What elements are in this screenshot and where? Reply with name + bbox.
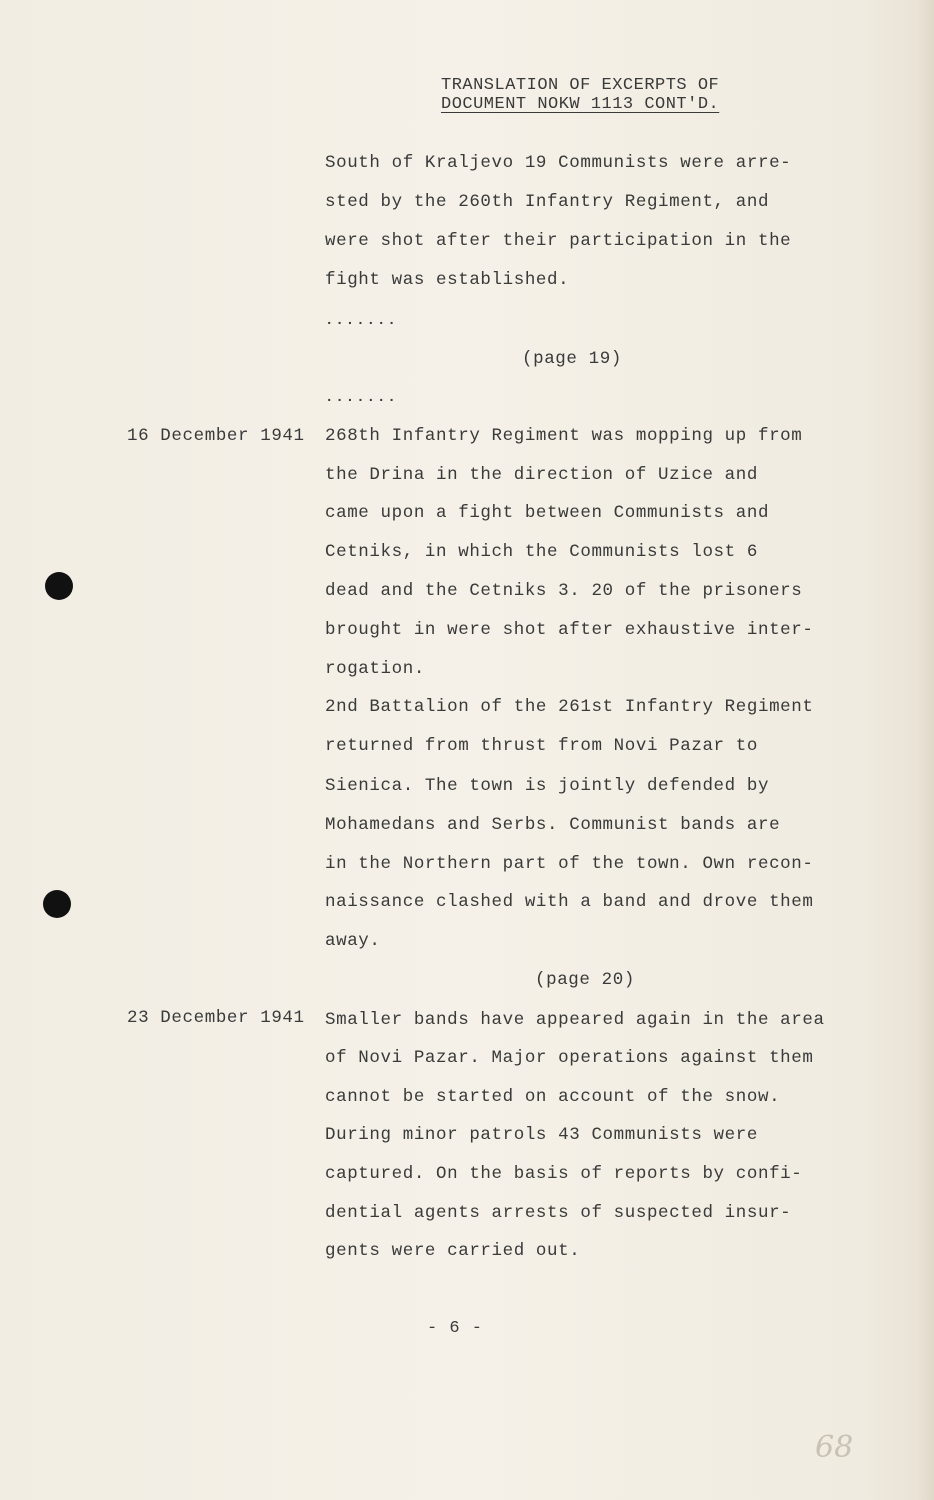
- document-header: [441, 76, 719, 114]
- entry-line: Smaller bands have appeared again in the area: [325, 1010, 825, 1030]
- entry-line: 268th Infantry Regiment was mopping up from: [325, 426, 803, 446]
- entry-line: cannot be started on account of the snow.: [325, 1087, 781, 1107]
- entry-line: the Drina in the direction of Uzice and: [325, 465, 758, 485]
- header-line-1: TRANSLATION OF EXCERPTS OF: [441, 76, 720, 95]
- entry-line: dential agents arrests of suspected insur-: [325, 1203, 792, 1223]
- entry-line: came upon a fight between Communists and: [325, 503, 770, 523]
- entry-line: Sienica. The town is jointly defended by: [325, 776, 770, 796]
- entry-line: During minor patrols 43 Communists were: [325, 1125, 758, 1145]
- entry-date: 16 December 1941: [127, 426, 305, 446]
- page-edge-shadow: [918, 0, 934, 1500]
- page-number: - 6 -: [427, 1319, 484, 1338]
- entry-line: away.: [325, 931, 381, 951]
- entry-line: in the Northern part of the town. Own recon-: [325, 854, 814, 874]
- entry-line: 2nd Battalion of the 261st Infantry Regiment: [325, 697, 814, 717]
- punch-hole-icon: [45, 572, 73, 600]
- ellipsis-separator: .......: [325, 313, 398, 329]
- paragraph-line: South of Kraljevo 19 Communists were arre-: [325, 153, 792, 173]
- entry-line: dead and the Cetniks 3. 20 of the prisoners: [325, 581, 803, 601]
- page-reference: (page 20): [535, 970, 635, 990]
- page-reference: (page 19): [522, 349, 622, 369]
- paragraph-line: sted by the 260th Infantry Regiment, and: [325, 192, 770, 212]
- entry-date: 23 December 1941: [127, 1008, 305, 1028]
- entry-line: rogation.: [325, 659, 425, 679]
- entry-line: naissance clashed with a band and drove them: [325, 892, 814, 912]
- entry-line: gents were carried out.: [325, 1241, 581, 1261]
- paragraph-line: were shot after their participation in the: [325, 231, 792, 251]
- handwritten-folio-mark: 68: [815, 1430, 854, 1465]
- entry-line: captured. On the basis of reports by confi-: [325, 1164, 803, 1184]
- ellipsis-separator: .......: [325, 390, 398, 406]
- header-line-2: DOCUMENT NOKW 1113 CONT'D.: [441, 95, 720, 114]
- entry-line: of Novi Pazar. Major operations against them: [325, 1048, 814, 1068]
- punch-hole-icon: [43, 890, 71, 918]
- entry-line: Mohamedans and Serbs. Communist bands are: [325, 815, 781, 835]
- entry-line: brought in were shot after exhaustive inter-: [325, 620, 814, 640]
- paragraph-line: fight was established.: [325, 270, 570, 290]
- entry-line: returned from thrust from Novi Pazar to: [325, 736, 758, 756]
- entry-line: Cetniks, in which the Communists lost 6: [325, 542, 758, 562]
